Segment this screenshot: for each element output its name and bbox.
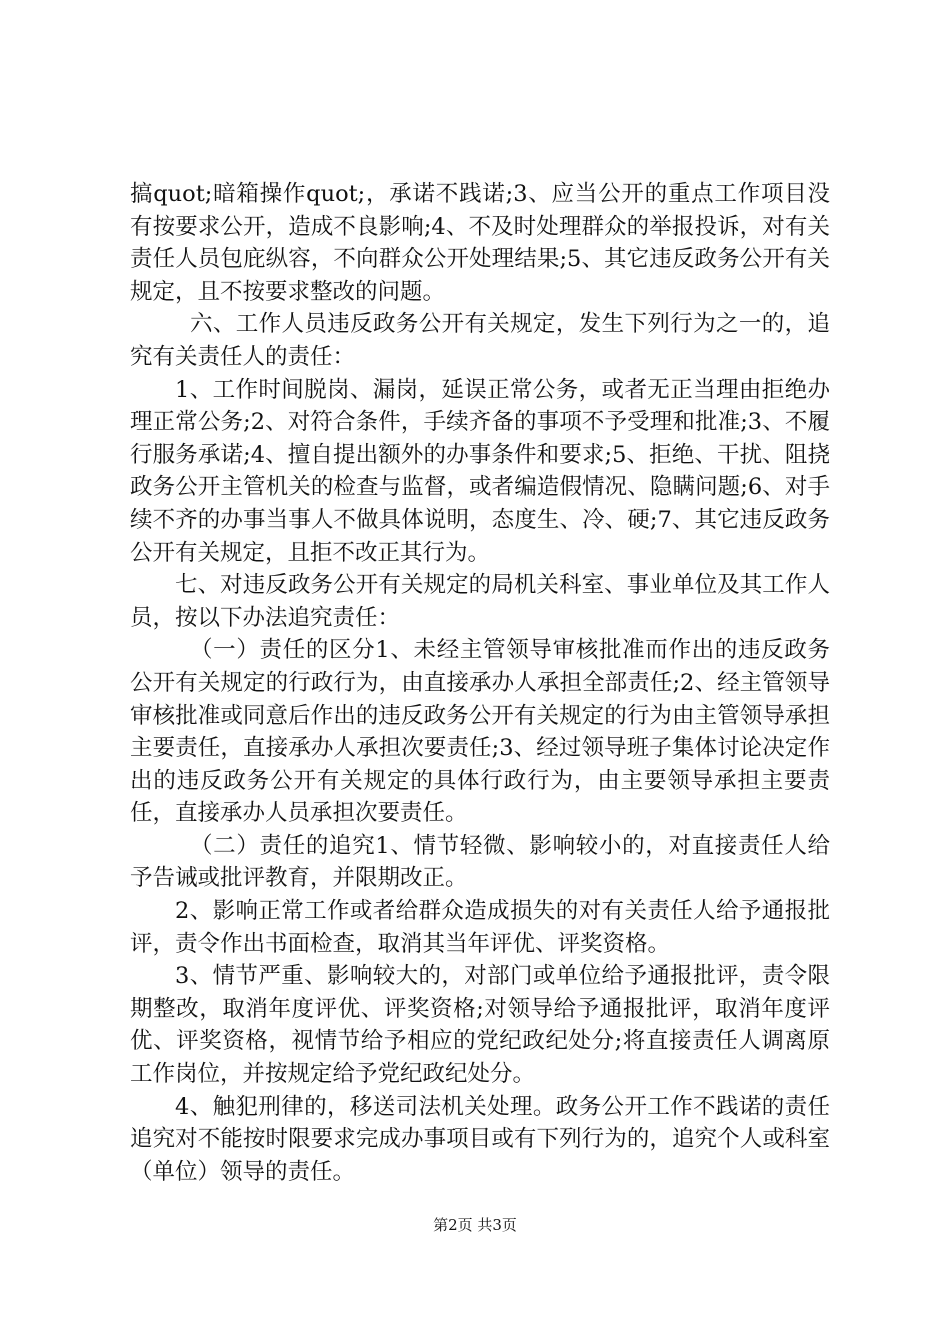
paragraph: 4、触犯刑律的，移送司法机关处理。政务公开工作不践诺的责任追究对不能按时限要求完成办事项目或有下列行为的，追究个人或科室（单位）领导的责任。: [130, 1093, 830, 1185]
paragraph: （一）责任的区分1、未经主管领导审核批准而作出的违反政务公开有关规定的行政行为，由直接承办人承担全部责任;2、经主管领导审核批准或同意后作出的违反政务公开有关规定的行为由主管领导承担主要责任，直接承办人承担次要责任;3、经过领导班子集体讨论决定作出的违反政务公开有关规定的具体行政行为，由主要领导承担主要责任，直接承办人员承担次要责任。: [130, 637, 830, 827]
paragraph: （二）责任的追究1、情节轻微、影响较小的，对直接责任人给予告诫或批评教育，并限期改正。: [130, 832, 830, 892]
page-number-footer: 第2页 共3页: [433, 1216, 517, 1234]
paragraph: 2、影响正常工作或者给群众造成损失的对有关责任人给予通报批评，责令作出书面检查，取消其当年评优、评奖资格。: [130, 898, 830, 957]
paragraph: 六、工作人员违反政务公开有关规定，发生下列行为之一的，追究有关责任人的责任：: [130, 311, 830, 370]
paragraph: 1、工作时间脱岗、漏岗，延误正常公务，或者无正当理由拒绝办理正常公务;2、对符合条件，手续齐备的事项不予受理和批准;3、不履行服务承诺;4、擅自提出额外的办事条件和要求;5、拒绝、干扰、阻挠政务公开主管机关的检查与监督，或者编造假情况、隐瞒问题;6、对手续不齐的办事当事人不做具体说明，态度生、冷、硬;7、其它违反政务公开有关规定，且拒不改正其行为。: [130, 376, 830, 566]
paragraph: 搞quot;暗箱操作quot;，承诺不践诺;3、应当公开的重点工作项目没有按要求公开，造成不良影响;4、不及时处理群众的举报投诉，对有关责任人员包庇纵容，不向群众公开处理结果;5、其它违反政务公开有关规定，且不按要求整改的问题。: [130, 181, 830, 305]
paragraph: 3、情节严重、影响较大的，对部门或单位给予通报批评，责令限期整改，取消年度评优、评奖资格;对领导给予通报批评，取消年度评优、评奖资格，视情节给予相应的党纪政纪处分;将直接责任人调离原工作岗位，并按规定给予党纪政纪处分。: [130, 963, 830, 1088]
document-body: [130, 178, 830, 1188]
paragraph: 七、对违反政务公开有关规定的局机关科室、事业单位及其工作人员，按以下办法追究责任：: [130, 572, 830, 631]
